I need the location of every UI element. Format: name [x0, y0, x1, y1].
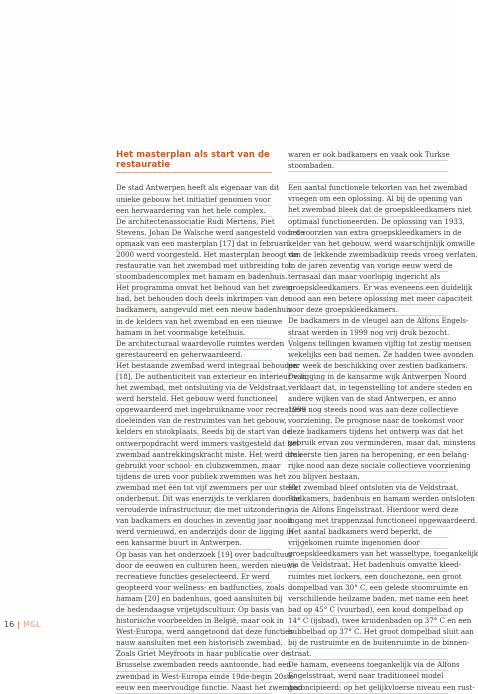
text-line: Op basis van het onderzoek [19] over badcultuur: [116, 550, 272, 561]
text-line: andere wijken van de stad Antwerpen, er anno: [288, 394, 448, 405]
text-line: De hamam, eveneens toegankelijk via de Alfons: [288, 660, 448, 671]
text-line: per week de beschikking over zestien badkamers.: [288, 361, 448, 372]
text-line: Het programma omvat het behoud van het zwem-: [116, 283, 272, 294]
text-line: hamam [20] en badenhuis, goed aansluiten bij: [116, 594, 272, 605]
text-line: voor deze groepskleedkamers.: [288, 305, 448, 316]
text-line: zwembad aantrekkingskracht miste. Het werd druk: [116, 450, 272, 461]
left-column-text: [116, 183, 307, 693]
text-line: verschillende heilzame baden, met name een heet: [288, 594, 448, 605]
text-line: bad, het behouden doch deels inkrimpen van de: [116, 294, 272, 305]
right-column: [288, 150, 478, 694]
section-heading: [116, 150, 272, 173]
text-line: kelders en stookplaats. Reeds bij de start van de: [116, 427, 272, 438]
text-line: deze badkamers tijdens het ontwerp was dat het: [288, 427, 448, 438]
text-line: nauw aansluiten met een historisch zwembad.: [116, 638, 272, 649]
text-line: badkamers, aangevuld met een nieuw badenhuis: [116, 305, 272, 316]
text-line: tijdens de uren voor publiek zwemmen was het: [116, 472, 272, 483]
text-line: verouderde infrastructuur, die met uitzondering: [116, 505, 272, 516]
text-line: via de Alfons Engelsstraat. Hierdoor werd deze: [288, 505, 448, 516]
text-line: zou blijven bestaan.: [288, 472, 448, 483]
text-line: unieke gebouw het initiatief genomen voor: [116, 195, 272, 206]
text-line: het zwembad bleek dat de groepskleedkamers niet: [288, 205, 448, 216]
text-line: van de lekkende zwembadkuip reeds vroeg verlaten.: [288, 250, 448, 261]
page-footer: [4, 620, 41, 629]
text-line: rijke nood aan deze sociale collectieve voorziening: [288, 461, 448, 472]
text-line: doeleinden van de restruimtes van het gebouw,: [116, 416, 272, 427]
text-line: zwembad met één tot vijf zwemmers per uur sterk: [116, 483, 272, 494]
text-line: door de eeuwen en culturen heen, werden nieuwe: [116, 561, 272, 572]
text-line: straat.: [288, 649, 448, 660]
text-line: gebruikt voor school- en clubzwemmen, maar: [116, 461, 272, 472]
text-line: de eerste tien jaren na heropening, er een belang-: [288, 450, 448, 461]
text-line: het voorzien van extra groepskleedkamers in de: [288, 228, 448, 239]
text-line: bad op 45° C (vuurbad), een koud dompelbad op: [288, 605, 448, 616]
text-line: stoombaden.: [288, 161, 448, 172]
text-line: bij de rustruimte en de buitenruimte in de binnen-: [288, 638, 448, 649]
text-line: kelder van het gebouw, werd waarschijnlijk omwille: [288, 239, 448, 250]
text-line: zwembad in West-Europa einde 19de-begin 20ste: [116, 672, 272, 683]
text-line: Stevens, Johan De Walsche werd aangesteld voor de: [116, 228, 272, 239]
text-line: geconcipieerd: op het gelijkvloerse niveau een rust-: [288, 683, 448, 694]
footer-separator: |: [17, 620, 21, 629]
text-line: restauratie van het zwembad met uitbreiding tot: [116, 261, 272, 272]
heading-line-1: Het masterplan als start van de: [116, 150, 270, 160]
text-line: onderbenut. Dit was enerzijds te verklaren door de: [116, 494, 272, 505]
text-line: werd hersteld. Het gebouw werd functioneel: [116, 394, 272, 405]
text-line: 14° C (ijsbad), twee kruidenbaden op 37° C en een: [288, 616, 448, 627]
text-line: recreatieve functies geselecteerd. Er werd: [116, 572, 272, 583]
text-line: ingang met trappenzaal functioneel opgewaardeerd.: [288, 516, 448, 527]
text-line: 1999 nog steeds nood was aan deze collectieve: [288, 405, 448, 416]
text-line: in de kelders van het zwembad en een nieuwe: [116, 317, 272, 328]
text-line: een herwaardering van het hele complex.: [116, 206, 272, 217]
right-column-text: [288, 150, 478, 694]
text-line: Een aantal functionele tekorten van het zwembad: [288, 183, 448, 194]
text-line: Engelsstraat, werd naar traditioneel model: [288, 671, 448, 682]
text-line: bubbelbad op 37° C. Het groot dompelbad sluit aan: [288, 627, 448, 638]
text-line: Badkamers, badenhuis en hamam werden ontsloten: [288, 494, 448, 505]
text-line: werd vernieuwd, en anderzijds door de ligging in: [116, 527, 272, 538]
text-line: via de Veldstraat. Het badenhuis omvatte kleed-: [288, 560, 448, 571]
page-number: 16: [4, 620, 15, 629]
text-line: [288, 172, 448, 183]
text-line: 2000 werd voorgesteld. Het masterplan beoogt de: [116, 250, 272, 261]
text-line: [18]. De authenticiteit van exterieur en interieur van: [116, 372, 272, 383]
text-line: De architecturaal waardevolle ruimtes werden: [116, 339, 272, 350]
text-line: nood aan een betere oplossing met meer capaciteit: [288, 294, 448, 305]
text-line: Het zwembad bleef ontsloten via de Veldstraat.: [288, 483, 448, 494]
text-line: het zwembad, met ontsluiting via de Veldstraat,: [116, 383, 272, 394]
text-line: De ligging in de kansarme wijk Antwerpen Noord: [288, 372, 448, 383]
text-line: groepskleedkamers. Er was eveneens een duidelijk: [288, 283, 448, 294]
text-line: voorziening. De prognose naar de toekomst voor: [288, 416, 448, 427]
text-line: De architectenassociatie Rudi Mertens, Piet: [116, 217, 272, 228]
text-line: vrijgekomen ruimte ingenomen door: [288, 538, 448, 549]
text-line: wekelijks een bad nemen. Ze hadden twee avonden: [288, 350, 448, 361]
text-line: gerestaureerd en geherwaardeerd.: [116, 350, 272, 361]
text-line: dompelbad van 30° C, een gelede stoomruimte en: [288, 583, 448, 594]
text-line: gebruik ervan zou verminderen, maar dat, minstens: [288, 438, 448, 449]
journal-logo: M&L: [23, 620, 41, 629]
text-line: straat werden in 1999 nog vrij druk bezocht.: [288, 328, 448, 339]
text-line: een kansarme buurt in Antwerpen.: [116, 538, 272, 549]
text-line: Volgens tellingen kwamen vijftig tot zestig mensen: [288, 339, 448, 350]
text-line: vroegen om een oplossing. Al bij de opening van: [288, 194, 448, 205]
text-line: De badkamers in de vleugel aan de Alfons Engels-: [288, 316, 448, 327]
text-line: West-Europa, werd aangetoond dat deze functies: [116, 627, 272, 638]
text-line: hamam in het voormalige ketelhuis.: [116, 328, 272, 339]
text-line: optimaal functioneerden. De oplossing van 1933,: [288, 217, 448, 228]
text-line: eeuw een meervoudige functie. Naast het zwembad: [116, 683, 272, 694]
text-line: Brusselse zwembaden reeds aantoonde, had een: [116, 660, 272, 671]
text-line: verklaart dat, in tegenstelling tot andere steden en: [288, 383, 448, 394]
text-line: opgewaardeerd met ingebruikname voor recreatieve: [116, 405, 272, 416]
text-line: van badkamers en douches in zeventig jaar nooit: [116, 516, 272, 527]
text-line: groepskleedkamers van het wasseltype, toegankelijk: [288, 549, 448, 560]
text-line: In de jaren zeventig van vorige eeuw werd de: [288, 261, 448, 272]
text-line: waren er ook badkamers en vaak ook Turkse: [288, 150, 448, 161]
heading-line-2: restauratie: [116, 160, 171, 171]
text-line: Zoals Griet Meyfroots in haar publicatie over de: [116, 649, 272, 660]
left-column: [116, 150, 307, 694]
text-line: terrasaal dan maar voorlopig ingericht als: [288, 272, 448, 283]
text-line: Het aantal badkamers werd beperkt, de: [288, 527, 448, 538]
text-line: De stad Antwerpen heeft als eigenaar van dit: [116, 183, 272, 194]
text-line: ruimtes met lockers, een douchezone, een groot: [288, 572, 448, 583]
text-line: geopteerd voor wellness- en badfuncties, zoals: [116, 583, 272, 594]
text-line: de hedendaagse vrijetijdscultuur. Op basis van: [116, 605, 272, 616]
text-line: opmaak van een masterplan [17] dat in februari: [116, 239, 272, 250]
text-line: historische voorbeelden in België, maar ook in: [116, 616, 272, 627]
text-line: Het bestaande zwembad werd integraal behouden: [116, 361, 272, 372]
text-line: ontwerpopdracht werd immers vastgesteld dat het: [116, 439, 272, 450]
text-line: stoombadencomplex met hamam en badenhuis.: [116, 272, 272, 283]
